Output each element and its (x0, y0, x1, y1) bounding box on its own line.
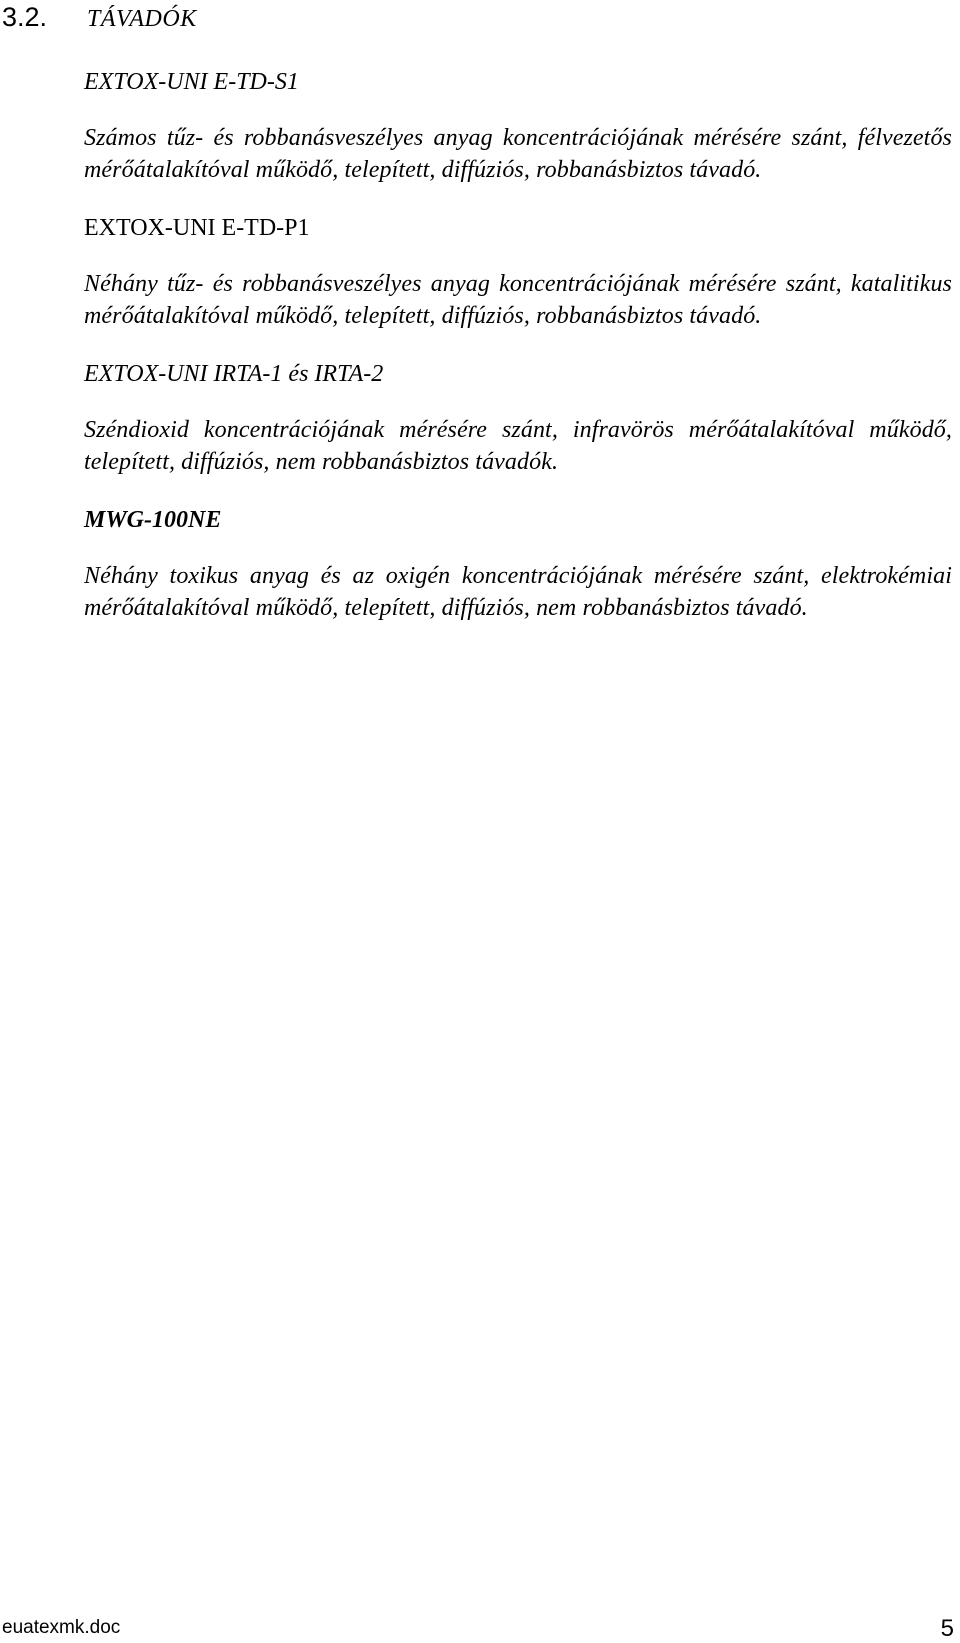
device-title: MWG-100NE (84, 507, 222, 533)
device-item-mwg-100ne (84, 504, 952, 624)
section-number: 3.2. (2, 2, 48, 32)
device-description: Néhány toxikus anyag és az oxigén koncentrációjának mérésére szánt, elektrokémiai mérőátalakítóval működő, telepített, diffúziós, nem robbanásbiztos távadó. (84, 563, 952, 621)
device-description: Számos tűz- és robbanásveszélyes anyag koncentrációjának mérésére szánt, félvezetős mérőátalakítóval működő, telepített, diffúziós, robbanásbiztos távadó. (84, 125, 952, 183)
device-title: EXTOX-UNI E-TD-S1 (84, 69, 299, 95)
device-item-irta (84, 358, 952, 478)
device-description: Széndioxid koncentrációjának mérésére szánt, infravörös mérőátalakítóval működő, telepített, diffúziós, nem robbanásbiztos távadók. (84, 417, 952, 475)
device-description: Néhány tűz- és robbanásveszélyes anyag koncentrációjának mérésére szánt, katalitikus mérőátalakítóval működő, telepített, diffúziós, robbanásbiztos távadó. (84, 271, 952, 329)
device-title: EXTOX-UNI E-TD-P1 (84, 215, 310, 241)
footer-filename: euatexmk.doc (2, 1617, 121, 1638)
device-item-e-td-s1 (84, 66, 952, 186)
footer-page-number: 5 (940, 1615, 954, 1642)
section-title: TÁVADÓK (87, 6, 197, 32)
document-content (84, 66, 952, 650)
page-footer (0, 1611, 960, 1643)
device-item-e-td-p1 (84, 212, 952, 332)
device-title: EXTOX-UNI IRTA-1 és IRTA-2 (84, 361, 384, 387)
